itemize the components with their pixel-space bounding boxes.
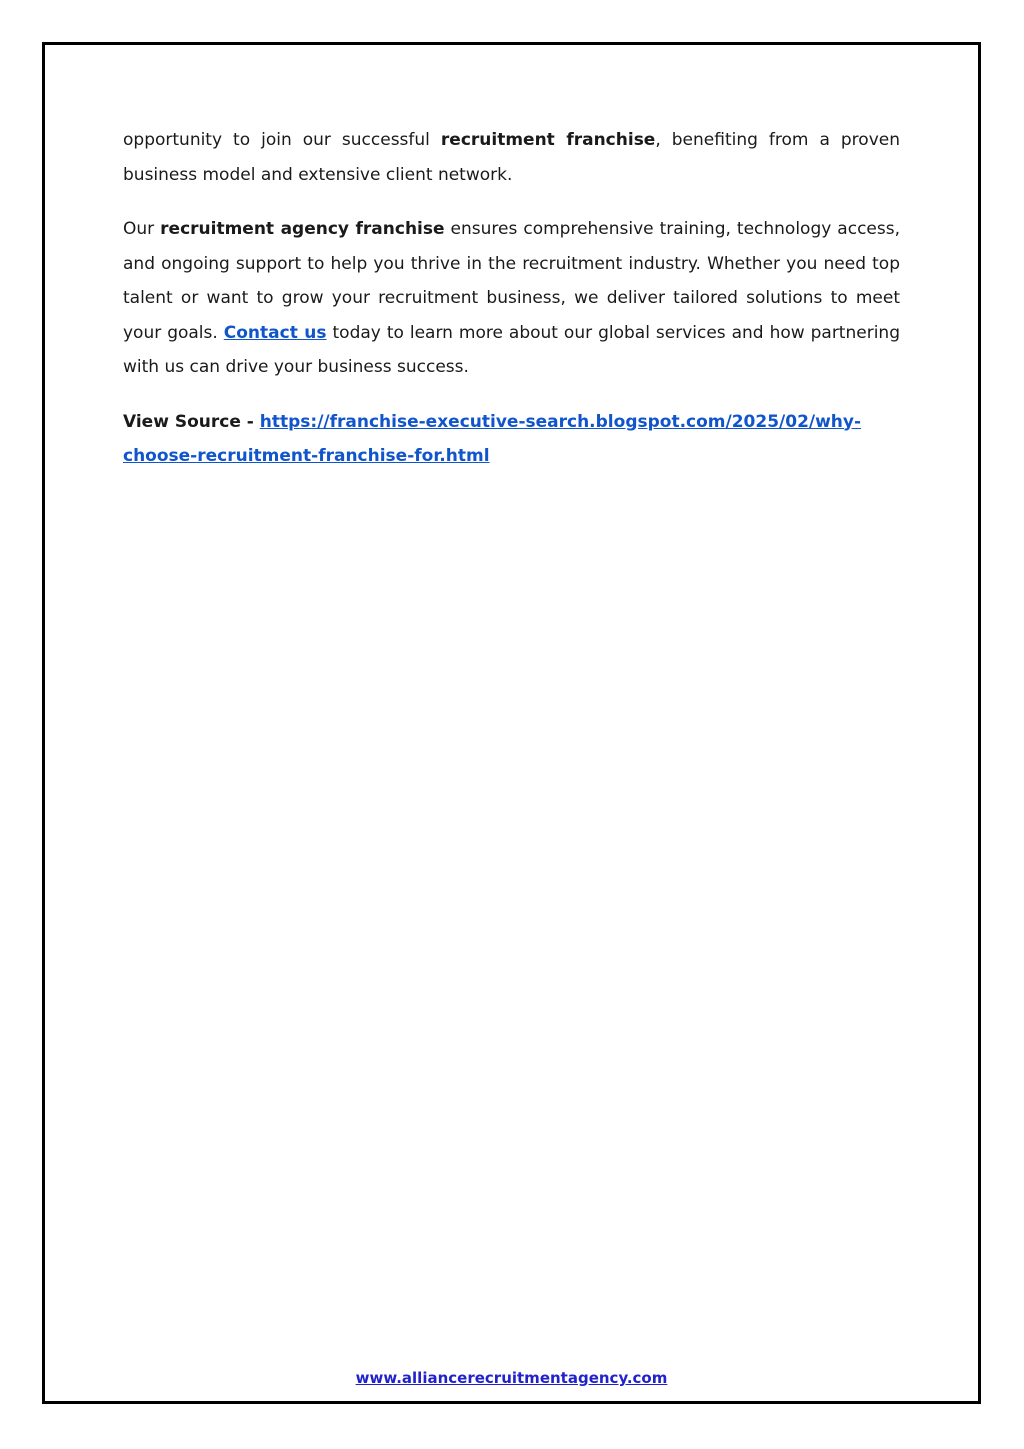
view-source-line	[123, 405, 900, 474]
paragraph-2-text-end: today to learn more about our global services and how partnering with us can drive your business success.	[123, 322, 900, 377]
paragraph-2-text: Our	[123, 219, 161, 239]
page-border	[42, 42, 981, 1404]
paragraph-1-text: opportunity to join our successful	[123, 130, 441, 150]
paragraph-1-bold-phrase: recruitment franchise	[440, 130, 656, 150]
document-body	[123, 123, 900, 494]
view-source-link[interactable]: https://franchise-executive-search.blogspot.com/2025/02/why-choose-recruitment-franchise-for.html	[123, 411, 862, 466]
paragraph-2	[123, 212, 900, 385]
view-source-label: View Source -	[123, 411, 260, 432]
footer-website-link[interactable]: www.alliancerecruitmentagency.com	[355, 1369, 668, 1387]
paragraph-2-text-cont: ensures comprehensive training, technology access, and ongoing support to help you thrive in the recruitment industry. Whether you need top talent or want to grow your recruitment business, we deliver tailored solutions to meet your goals.	[123, 219, 900, 343]
paragraph-2-bold-phrase: recruitment agency franchise	[160, 219, 445, 239]
page-footer	[45, 1368, 978, 1387]
paragraph-1	[123, 123, 900, 192]
contact-us-link[interactable]: Contact us	[223, 322, 327, 343]
paragraph-1-text-cont: , benefiting from a proven business model and extensive client network.	[123, 130, 900, 185]
